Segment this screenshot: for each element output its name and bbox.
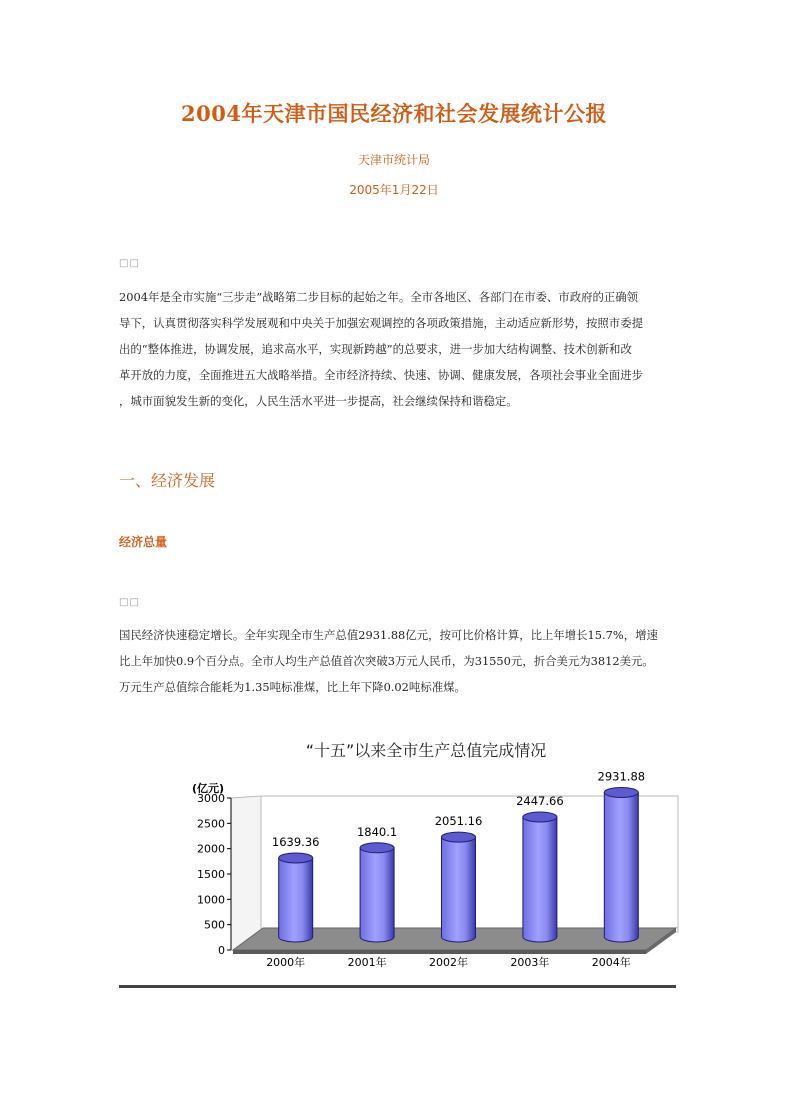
y-tick-label: 1500: [197, 868, 225, 881]
chart-title: “十五”以来全市生产总值完成情况: [305, 741, 547, 760]
intro-line: 2004年是全市实施“三步走”战略第二步目标的起始之年。全市各地区、各部门在市委、市政府的正确领: [119, 290, 639, 304]
x-tick-label: 2000年: [266, 956, 306, 969]
chart-plot: [170, 730, 682, 992]
document-date: 2005年1月22日: [349, 183, 439, 197]
bar-body: [279, 858, 313, 942]
y-tick-label: 1000: [197, 893, 225, 907]
y-tick-label: 2000: [197, 842, 225, 856]
bar-top: [604, 787, 638, 797]
intro-line: ，城市面貌发生新的变化，人民生活水平进一步提高，社会继续保持和谐稳定。: [119, 394, 518, 408]
bar-2004年: [598, 769, 646, 942]
chart-side-wall: [231, 796, 261, 950]
y-axis-label: (亿元): [192, 782, 225, 795]
intro-line: 出的“整体推进，协调发展，追求高水平，实现新跨越”的总要求，进一步加大结构调整、技术创新和改: [119, 342, 632, 356]
intro-line: 革开放的力度，全面推进五大战略举措。全市经济持续、快速、协调、健康发展，各项社会事业全面进步: [119, 368, 643, 382]
economy-paragraph: [119, 622, 669, 700]
gdp-chart: [170, 730, 682, 992]
section-heading: 一、经济发展: [119, 471, 216, 490]
bar-top: [523, 812, 557, 822]
data-label: 1840.1: [356, 824, 398, 839]
data-label: 2051.16: [434, 814, 483, 829]
data-label: 1639.36: [271, 834, 320, 849]
x-tick-label: 2001年: [347, 956, 387, 969]
data-label: 2931.88: [597, 769, 646, 784]
intro-paragraph: [119, 284, 669, 414]
bar-body: [360, 848, 394, 942]
bar-body: [604, 792, 638, 942]
paragraph-marker: □□: [119, 258, 140, 269]
data-label: 2447.66: [516, 793, 564, 808]
bar-body: [523, 817, 557, 942]
document-title: 2004年天津市国民经济和社会发展统计公报: [181, 101, 607, 126]
document-author: 天津市统计局: [357, 153, 430, 167]
bar-top: [360, 843, 394, 853]
y-tick-label: 0: [218, 944, 225, 957]
paragraph-marker: □□: [119, 597, 140, 608]
bar-top: [279, 853, 313, 863]
economy-line: 国民经济快速稳定增长。全年实现全市生产总值2931.88亿元，按可比价格计算，比上年增长15.7%，增速: [119, 628, 658, 642]
chart-floor-edge: [233, 950, 646, 954]
economy-line: 万元生产总值综合能耗为1.35吨标准煤，比上年下降0.02吨标准煤。: [119, 680, 466, 694]
bar-top: [442, 832, 476, 842]
y-tick-label: 500: [204, 918, 225, 932]
x-tick-label: 2003年: [510, 956, 550, 969]
subsection-heading: 经济总量: [119, 535, 168, 549]
y-tick-label: 3000: [197, 792, 225, 805]
intro-line: 导下，认真贯彻落实科学发展观和中央关于加强宏观调控的各项政策措施，主动适应新形势，按照市委提: [119, 316, 643, 330]
x-tick-label: 2002年: [429, 956, 468, 969]
divider: [119, 985, 676, 988]
bar-2003年: [516, 794, 564, 942]
x-tick-label: 2004年: [591, 956, 631, 969]
bar-body: [442, 837, 476, 942]
y-tick-label: 2500: [197, 817, 225, 831]
economy-line: 比上年加快0.9个百分点。全市人均生产总值首次突破3万元人民币，为31550元，折合美元为3812美元。: [119, 654, 654, 668]
